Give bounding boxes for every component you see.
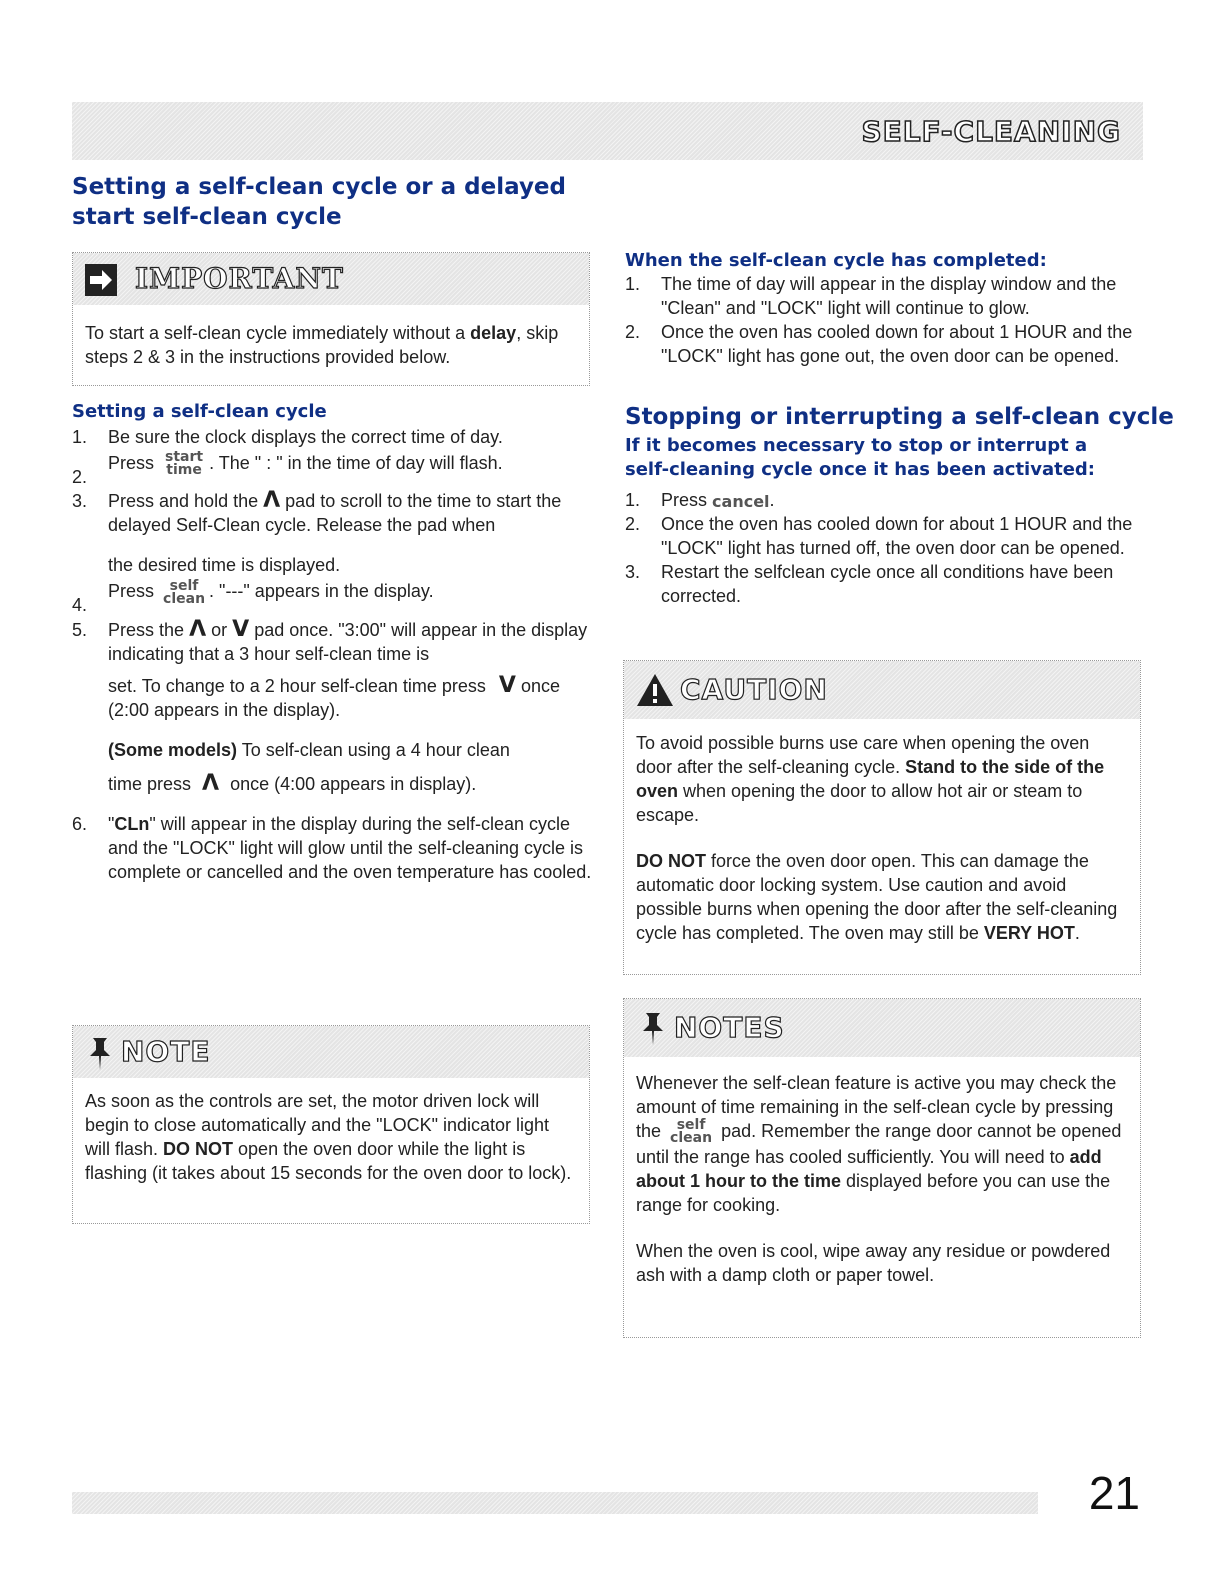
step-5-text-c: set. To change to a 2 hour self-clean time press (108, 675, 486, 696)
caution-paragraph-2: DO NOT force the oven door open. This can damage the automatic door locking system. Use caution and avoid possible burns when opening the door after the self-cleaning cycle has completed. The oven may still be VERY HOT. (636, 851, 1118, 943)
stopping-step-2: 2. Once the oven has cooled down for about 1 HOUR and the "LOCK" light has turned off, the oven door can be opened. (625, 514, 1133, 558)
caution-header (624, 661, 1140, 719)
notes-title: NOTES (674, 1011, 785, 1044)
note-title: NOTE (121, 1035, 211, 1068)
caution-paragraph-1: To avoid possible burns use care when opening the oven door after the self-cleaning cycle. Stand to the side of the oven when opening the door to allow hot air or steam to escape. (636, 733, 1105, 825)
completed-title: When the self-clean cycle has completed: (625, 250, 1047, 271)
completed-steps (625, 272, 1140, 368)
caution-box (623, 660, 1141, 975)
cln-label: CLn (114, 813, 150, 834)
stopping-steps (625, 488, 1140, 608)
step-4-text-b: . "---" appears in the display. (209, 581, 434, 602)
note-text: As soon as the controls are set, the motor driven lock will begin to close automatically and the "LOCK" indicator light will flash. DO NOT open the oven door while the light is flashing (it takes about 15 seconds for the oven door to lock). (85, 1091, 572, 1183)
footer-bar (72, 1492, 1038, 1514)
section-banner (72, 102, 1143, 160)
start-time-key: start time (165, 449, 204, 479)
notes-box (623, 998, 1141, 1338)
important-text-bold: delay (470, 323, 517, 343)
important-text (85, 321, 579, 369)
step-2-text-a: Press (108, 453, 155, 473)
step-5-text-g: once (4:00 appears in display). (230, 773, 477, 794)
stopping-subtitle: If it becomes necessary to stop or interrupt a self-cleaning cycle once it has been activated: (625, 435, 1095, 480)
step-4-text-a: Press (108, 581, 155, 602)
important-header (73, 253, 589, 305)
pushpin-icon (640, 1011, 666, 1047)
stopping-title: Stopping or interrupting a self-clean cycle (625, 404, 1174, 430)
cancel-key: cancel (712, 491, 770, 511)
completed-step-2: 2. Once the oven has cooled down for about 1 HOUR and the "LOCK" light has gone out, the oven door can be opened. (625, 322, 1133, 366)
important-text-b: , skip steps 2 & 3 in the instructions provided below. (85, 323, 559, 367)
caution-text (636, 731, 1130, 967)
some-models-label: (Some models) (108, 739, 238, 760)
step-6-text: " will appear in the display during the self-clean cycle and the "LOCK" light will glow until the self-cleaning cycle is complete or cancelled and the oven temperature has cooled. (108, 813, 592, 882)
completed-step-1: 1. The time of day will appear in the display window and the "Clean" and "LOCK" light will continue to glow. (625, 274, 1117, 318)
step-5-text-a: Press the (108, 619, 185, 640)
step-5-text-f: time press (108, 773, 192, 794)
up-arrow-icon: Λ (263, 488, 281, 514)
note-header (73, 1026, 589, 1078)
step-2: 2. Press start time . The " : " in the time of day will flash. (72, 449, 503, 487)
step-3-text-a: Press and hold the (108, 491, 259, 512)
step-3: 3. Press and hold the Λ pad to scroll to the time to start the delayed Self-Clean cycle. Release the pad when the desired time is displayed. (72, 488, 562, 576)
stopping-step-1: 1. Press cancel. (625, 490, 775, 511)
warning-triangle-icon (636, 673, 674, 707)
down-arrow-icon: V (498, 672, 516, 698)
important-text-a: To start a self-clean cycle immediately without a (85, 323, 471, 343)
step-5-text-e: To self-clean using a 4 hour clean (237, 739, 510, 760)
section-title: SELF-CLEANING (861, 115, 1121, 148)
setting-title: Setting a self-clean cycle (72, 401, 327, 422)
self-clean-key: self clean (670, 1117, 713, 1147)
down-arrow-icon: V (232, 616, 250, 642)
notes-paragraph-1: Whenever the self-clean feature is active you may check the amount of time remaining in the self-clean cycle by pressing the self clean pad. Remember the range door cannot be opened until the range has cooled sufficiently. You will need to add about 1 hour to the time displayed before you can use the range for cooking. (636, 1073, 1122, 1216)
important-box (72, 252, 590, 386)
arrow-box-icon (84, 263, 118, 297)
up-arrow-icon: Λ (202, 770, 220, 796)
notes-text (636, 1071, 1130, 1309)
up-arrow-icon: Λ (189, 616, 207, 642)
notes-paragraph-2: When the oven is cool, wipe away any residue or powdered ash with a damp cloth or paper towel. (636, 1241, 1111, 1286)
caution-title: CAUTION (680, 673, 828, 706)
step-3-text-b: pad to scroll to the time to start the delayed Self-Clean cycle. Release the pad when (108, 491, 562, 536)
page-number: 21 (1088, 1467, 1140, 1519)
step-2-text-b: . The " : " in the time of day will flash. (209, 453, 503, 473)
note-box (72, 1025, 590, 1224)
step-1-text: Be sure the clock displays the correct time of day. (108, 427, 503, 447)
stopping-step-3: 3. Restart the selfclean cycle once all conditions have been corrected. (625, 562, 1114, 606)
pushpin-icon (87, 1036, 113, 1072)
step-1: 1. Be sure the clock displays the correct time of day. (72, 427, 503, 447)
step-5-text-b: pad once. "3:00" will appear in the display indicating that a 3 hour self-clean time is (108, 619, 588, 664)
step-5: 5. Press the Λ or V pad once. "3:00" will appear in the display indicating that a 3 hour self-clean time is set. To change to a 2 hour self-clean time press V once (2:00 appears in the display). (Some models) To self-clean using a 4 hour clean time press Λ once (4:00 appears in display). (72, 616, 588, 796)
important-title: IMPORTANT (135, 262, 344, 295)
step-5-or: or (211, 619, 228, 640)
step-4: 4. Press self clean . "---" appears in the display. (72, 577, 434, 616)
step-3-text-c: the desired time is displayed. (108, 555, 341, 576)
page-heading: Setting a self-clean cycle or a delayed start self-clean cycle (72, 174, 566, 230)
step-5-text-d: once (2:00 appears in the display). (108, 675, 560, 720)
step-6: 6. "CLn" will appear in the display during the self-clean cycle and the "LOCK" light will glow until the self-cleaning cycle is complete or cancelled and the oven temperature has cooled. (72, 813, 592, 882)
setting-steps (72, 425, 592, 884)
notes-header (624, 999, 1140, 1057)
self-clean-key: self clean (163, 577, 206, 607)
